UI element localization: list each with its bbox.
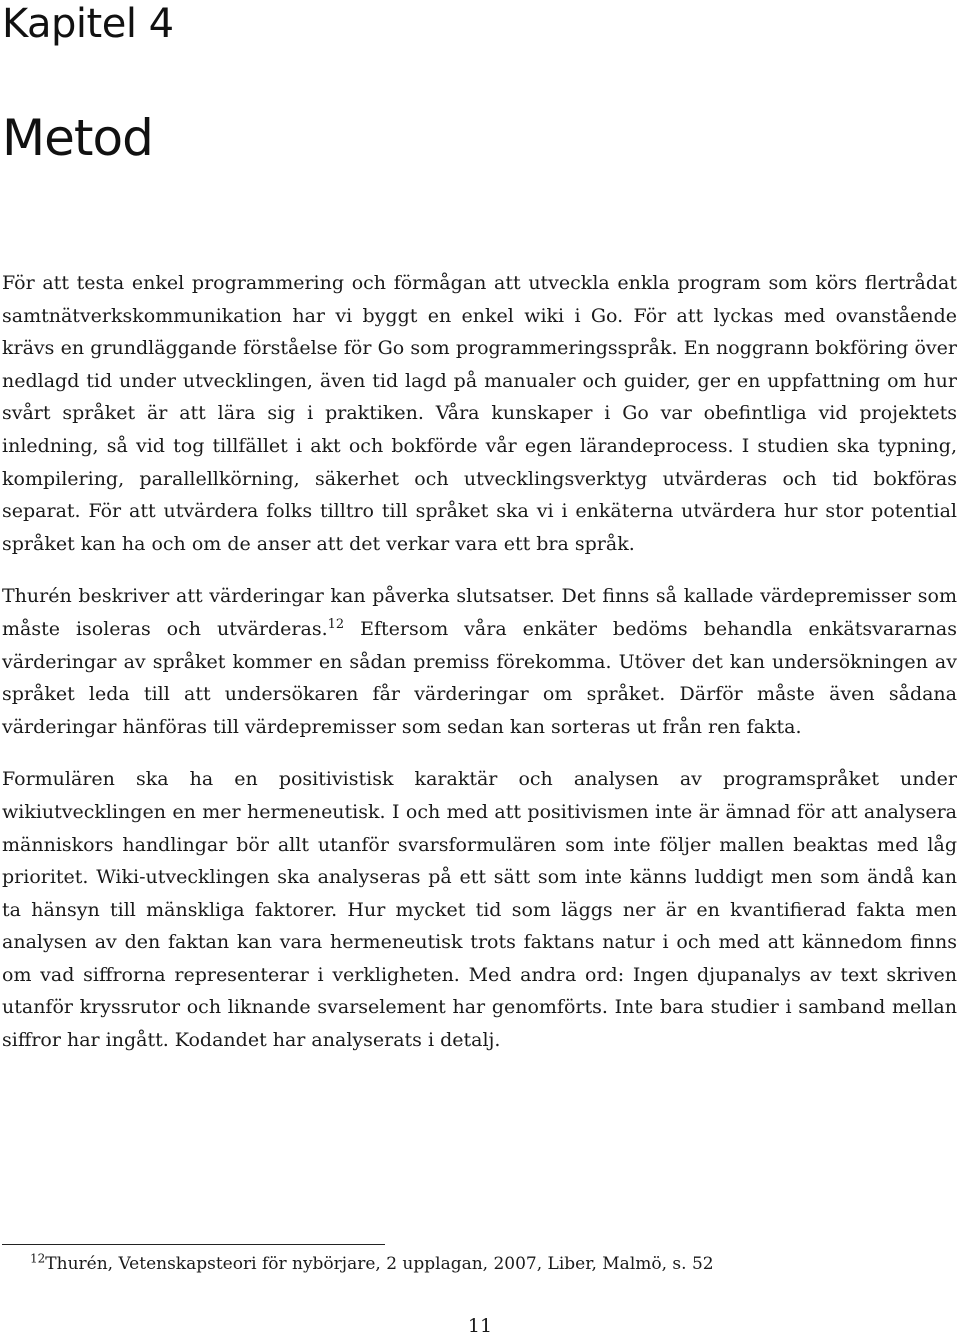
body-text [2,267,957,1057]
footnote-divider [2,1244,385,1245]
chapter-label: Kapitel 4 [2,1,174,47]
footnote-number: 12 [30,1251,46,1266]
paragraph-3: Formulären ska ha en positivistisk karaktär och analysen av programspråket under wikiutvecklingen en mer hermeneutisk. I och med att positivismen inte är ämnad för att analysera människors handlingar bör allt utanför svarsformulären som inte följer mallen beaktas med låg prioritet. Wiki-utvecklingen ska analyseras på ett sätt som inte känns luddigt men som ändå kan ta hänsyn till mänskliga faktorer. Hur mycket tid som läggs ner är en kvantifierad fakta men analysen av den faktan kan vara hermeneutisk trots faktans natur i och med att kännedom finns om vad siffrorna representerar i verkligheten. Med andra ord: Ingen djupanalys av text skriven utanför kryssrutor och liknande svarselement har genomförts. Inte bara studier i samband mellan siffror har ingått. Kodandet har analyserats i detalj. [2,768,957,1052]
footnote [30,1250,714,1278]
paragraph-1: För att testa enkel programmering och förmågan att utveckla enkla program som körs flertrådat samtnätverkskommunikation har vi byggt en enkel wiki i Go. För att lyckas med ovanstående krävs en grundläggande förståelse för Go som programmeringsspråk. En noggrann bokföring över nedlagd tid under utvecklingen, även tid lagd på manualer och guider, ger en uppfattning om hur svårt språket är att lära sig i praktiken. Våra kunskaper i Go var obefintliga vid projektets inledning, så vid tog tillfället i akt och bokförde vår egen lärandeprocess. I studien ska typning, kompilering, parallellkörning, säkerhet och utvecklingsverktyg utvärderas och tid bokföras separat. För att utvärdera folks tilltro till språket ska vi i enkäterna utvärdera hur stor potential språket kan ha och om de anser att det verkar vara ett bra språk. [2,272,957,555]
paragraph-2 [2,580,957,743]
paragraph-2-text-before: Thurén beskriver att värderingar kan påverka slutsatser. Det finns så kallade värdepremisser som måste isoleras och utvärderas. [2,585,957,640]
footnote-reference: 12 [327,616,345,632]
page-number: 11 [467,1315,493,1337]
chapter-title: Metod [2,109,153,167]
footnote-text: Thurén, Vetenskapsteori för nybörjare, 2 upplagan, 2007, Liber, Malmö, s. 52 [45,1254,714,1274]
paragraph-2-text-after: Eftersom våra enkäter bedöms behandla enkätsvararnas värderingar av språket kommer en sådan premiss förekomma. Utöver det kan undersökningen av språket leda till att undersökaren får värderingar om språket. Därför måste även sådana värderingar hänföras till värdepremisser som sedan kan sorteras ut från ren fakta. [2,617,957,738]
